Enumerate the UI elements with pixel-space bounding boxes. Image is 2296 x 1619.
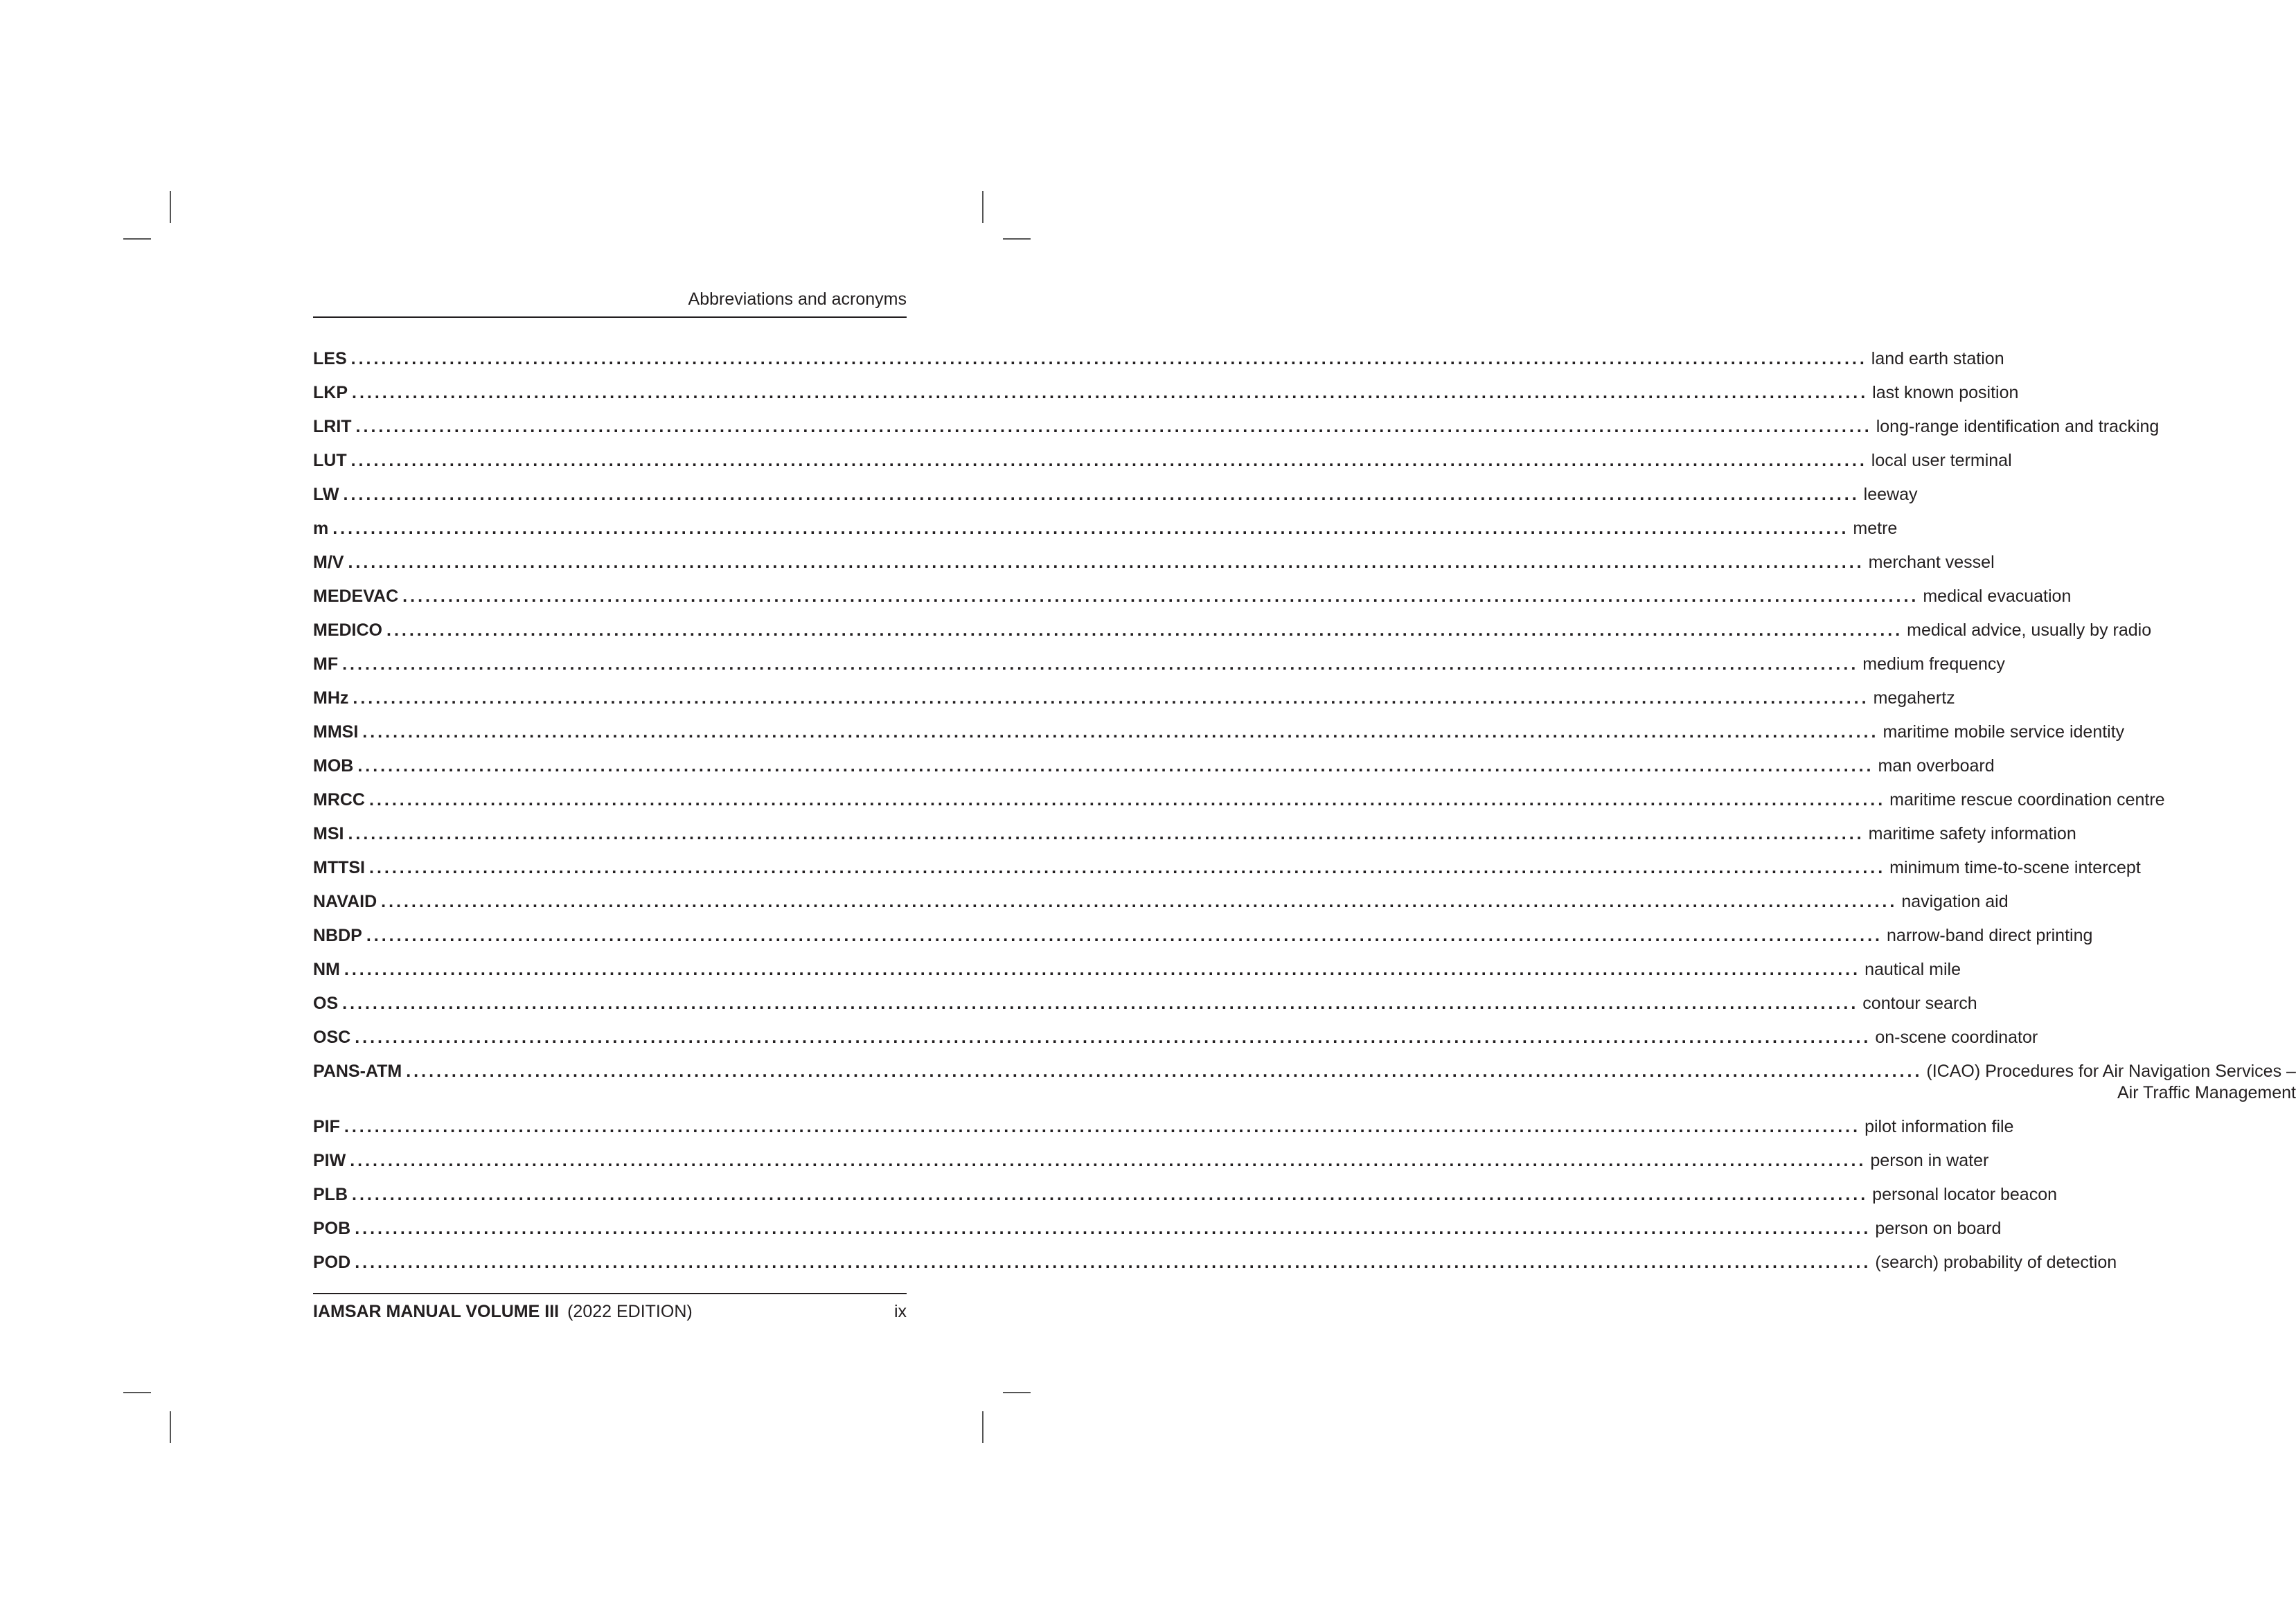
crop-mark-top-left-horizontal bbox=[123, 238, 151, 240]
abbreviation-term: OS bbox=[313, 994, 339, 1013]
dot-leader: ........................................................................................................................................................................................................ bbox=[355, 1253, 1871, 1272]
abbreviation-definition bbox=[1869, 552, 1995, 573]
abbreviation-entry bbox=[313, 722, 2125, 743]
dot-leader: ........................................................................................................................................................................................................ bbox=[355, 417, 1872, 436]
abbreviation-entry bbox=[313, 1061, 2296, 1104]
abbreviation-entry bbox=[313, 1027, 2038, 1048]
page-number: ix bbox=[893, 1302, 907, 1321]
abbreviation-term: MSI bbox=[313, 824, 344, 843]
abbreviation-term: MTTSI bbox=[313, 858, 365, 877]
abbreviation-entry bbox=[313, 1252, 2117, 1273]
crop-mark-top-right-vertical bbox=[982, 191, 984, 223]
crop-mark-bottom-right-vertical bbox=[982, 1411, 984, 1443]
abbreviation-entry bbox=[313, 755, 1995, 777]
abbreviation-entry bbox=[313, 857, 2141, 879]
abbreviation-definition bbox=[1878, 755, 1995, 777]
definition-text: (ICAO) Procedures for Air Navigation Services – bbox=[1926, 1062, 2296, 1081]
abbreviation-term: PANS-ATM bbox=[313, 1062, 402, 1081]
abbreviation-definition bbox=[1874, 688, 1955, 709]
definition-text: personal locator beacon bbox=[1872, 1185, 2058, 1204]
abbreviation-definition bbox=[1926, 1061, 2296, 1104]
dot-leader: ........................................................................................................................................................................................................ bbox=[352, 383, 1869, 402]
dot-leader: ........................................................................................................................................................................................................ bbox=[348, 824, 1865, 843]
abbreviation-term: POD bbox=[313, 1253, 351, 1272]
definition-text: megahertz bbox=[1873, 688, 1955, 708]
abbreviation-entry bbox=[313, 1150, 1989, 1172]
abbreviation-entry bbox=[313, 891, 2009, 913]
dot-leader: ........................................................................................................................................................................................................ bbox=[355, 1219, 1871, 1238]
abbreviation-term: LUT bbox=[313, 451, 347, 470]
definition-text: man overboard bbox=[1878, 756, 1995, 776]
abbreviation-definition bbox=[1865, 959, 1961, 981]
dot-leader: ........................................................................................................................................................................................................ bbox=[342, 654, 1859, 674]
definition-text: person on board bbox=[1875, 1219, 2002, 1238]
abbreviation-entry bbox=[313, 620, 2152, 641]
abbreviation-entry bbox=[313, 416, 2160, 438]
abbreviation-term: MEDEVAC bbox=[313, 587, 399, 606]
abbreviation-entry bbox=[313, 586, 2072, 607]
abbreviation-term: MRCC bbox=[313, 790, 365, 810]
definition-text: contour search bbox=[1862, 994, 1977, 1013]
definition-text: last known position bbox=[1872, 383, 2019, 402]
dot-leader: ........................................................................................................................................................................................................ bbox=[362, 722, 1879, 742]
abbreviation-term: MMSI bbox=[313, 722, 359, 742]
abbreviation-definition bbox=[1875, 1252, 2117, 1273]
abbreviation-entry bbox=[313, 382, 2019, 404]
dot-leader: ........................................................................................................................................................................................................ bbox=[343, 485, 1860, 504]
abbreviation-definition bbox=[1862, 654, 2005, 675]
abbreviation-definition bbox=[1872, 1184, 2057, 1206]
dot-leader: ........................................................................................................................................................................................................ bbox=[355, 1028, 1871, 1047]
abbreviation-definition bbox=[1901, 891, 2008, 913]
abbreviation-term: PIW bbox=[313, 1151, 346, 1170]
abbreviation-term: LW bbox=[313, 485, 339, 504]
definition-text: maritime safety information bbox=[1868, 824, 2076, 843]
dot-leader: ........................................................................................................................................................................................................ bbox=[350, 451, 1867, 470]
dot-leader: ........................................................................................................................................................................................................ bbox=[352, 1185, 1869, 1204]
abbreviation-definition bbox=[1907, 620, 2151, 641]
manual-title: IAMSAR MANUAL VOLUME III bbox=[313, 1302, 560, 1321]
definition-text: pilot information file bbox=[1865, 1117, 2014, 1136]
abbreviation-list bbox=[313, 348, 2296, 1286]
dot-leader: ........................................................................................................................................................................................................ bbox=[344, 960, 1861, 979]
abbreviation-entry bbox=[313, 959, 1961, 981]
dot-leader: ........................................................................................................................................................................................................ bbox=[369, 790, 1886, 810]
page-footer bbox=[313, 1302, 907, 1322]
abbreviation-entry bbox=[313, 484, 1918, 506]
dot-leader: ........................................................................................................................................................................................................ bbox=[369, 858, 1886, 877]
definition-text: navigation aid bbox=[1901, 892, 2009, 911]
abbreviation-entry bbox=[313, 823, 2076, 845]
abbreviation-entry bbox=[313, 688, 1955, 709]
abbreviation-entry bbox=[313, 552, 1995, 573]
abbreviation-definition bbox=[1871, 450, 2012, 472]
abbreviation-term: NM bbox=[313, 960, 340, 979]
dot-leader: ........................................................................................................................................................................................................ bbox=[344, 1117, 1861, 1136]
abbreviation-term: POB bbox=[313, 1219, 351, 1238]
abbreviation-entry bbox=[313, 348, 2004, 370]
definition-text: local user terminal bbox=[1871, 451, 2012, 470]
definition-text: (search) probability of detection bbox=[1875, 1253, 2117, 1272]
definition-text: medical evacuation bbox=[1923, 587, 2072, 606]
definition-text: person in water bbox=[1870, 1151, 1989, 1170]
definition-text: on-scene coordinator bbox=[1875, 1028, 2038, 1047]
abbreviation-term: OSC bbox=[313, 1028, 351, 1047]
definition-text: merchant vessel bbox=[1868, 553, 1995, 572]
crop-mark-bottom-left-horizontal bbox=[123, 1392, 151, 1393]
abbreviation-term: NBDP bbox=[313, 926, 362, 945]
abbreviation-entry bbox=[313, 993, 1977, 1014]
abbreviation-entry bbox=[313, 450, 2012, 472]
abbreviation-definition bbox=[1883, 722, 2124, 743]
abbreviation-term: LES bbox=[313, 349, 347, 368]
abbreviation-term: LRIT bbox=[313, 417, 352, 436]
dot-leader: ........................................................................................................................................................................................................ bbox=[350, 1151, 1867, 1170]
dot-leader: ........................................................................................................................................................................................................ bbox=[366, 926, 1883, 945]
abbreviation-definition bbox=[1923, 586, 2071, 607]
dot-leader: ........................................................................................................................................................................................................ bbox=[357, 756, 1874, 776]
crop-mark-top-right-horizontal bbox=[1003, 238, 1031, 240]
dot-leader: ........................................................................................................................................................................................................ bbox=[350, 349, 1867, 368]
abbreviation-definition bbox=[1875, 1027, 2038, 1048]
dot-leader: ........................................................................................................................................................................................................ bbox=[406, 1062, 1923, 1081]
abbreviation-entry bbox=[313, 789, 2165, 811]
definition-text: medical advice, usually by radio bbox=[1907, 620, 2152, 640]
definition-text: nautical mile bbox=[1865, 960, 1961, 979]
abbreviation-entry bbox=[313, 1218, 2002, 1240]
abbreviation-definition bbox=[1870, 1150, 1988, 1172]
crop-mark-bottom-left-vertical bbox=[170, 1411, 171, 1443]
abbreviation-term: MOB bbox=[313, 756, 354, 776]
abbreviation-definition bbox=[1887, 925, 2092, 947]
dot-leader: ........................................................................................................................................................................................................ bbox=[381, 892, 1898, 911]
abbreviation-definition bbox=[1876, 416, 2160, 438]
abbreviation-term: LKP bbox=[313, 383, 348, 402]
running-head: Abbreviations and acronyms bbox=[688, 289, 907, 309]
dot-leader: ........................................................................................................................................................................................................ bbox=[348, 553, 1865, 572]
definition-text: medium frequency bbox=[1862, 654, 2005, 674]
abbreviation-definition bbox=[1865, 1116, 2013, 1138]
dot-leader: ........................................................................................................................................................................................................ bbox=[342, 994, 1859, 1013]
definition-text: maritime mobile service identity bbox=[1883, 722, 2125, 742]
crop-mark-bottom-right-horizontal bbox=[1003, 1392, 1031, 1393]
abbreviation-term: MEDICO bbox=[313, 620, 382, 640]
abbreviation-entry bbox=[313, 925, 2093, 947]
definition-text: narrow-band direct printing bbox=[1887, 926, 2093, 945]
footer-left bbox=[313, 1302, 693, 1322]
abbreviation-definition bbox=[1853, 518, 1897, 539]
abbreviation-definition bbox=[1872, 382, 2018, 404]
header-rule bbox=[313, 316, 907, 318]
dot-leader: ........................................................................................................................................................................................................ bbox=[353, 688, 1869, 708]
abbreviation-term: NAVAID bbox=[313, 892, 377, 911]
definition-text: leeway bbox=[1863, 485, 1918, 504]
definition-text: long-range identification and tracking bbox=[1876, 417, 2160, 436]
abbreviation-term: M/V bbox=[313, 553, 344, 572]
abbreviation-definition bbox=[1869, 823, 2076, 845]
abbreviation-definition bbox=[1862, 993, 1977, 1014]
footer-rule bbox=[313, 1293, 907, 1294]
abbreviation-term: MHz bbox=[313, 688, 349, 708]
abbreviation-entry bbox=[313, 1184, 2058, 1206]
definition-text: land earth station bbox=[1871, 349, 2004, 368]
manual-edition: (2022 EDITION) bbox=[567, 1302, 693, 1321]
abbreviation-entry bbox=[313, 1116, 2014, 1138]
dot-leader: ........................................................................................................................................................................................................ bbox=[386, 620, 1903, 640]
definition-text: maritime rescue coordination centre bbox=[1889, 790, 2165, 810]
dot-leader: ........................................................................................................................................................................................................ bbox=[402, 587, 1919, 606]
dot-leader: ........................................................................................................................................................................................................ bbox=[332, 519, 1849, 538]
abbreviation-definition bbox=[1889, 857, 2141, 879]
abbreviation-term: m bbox=[313, 519, 329, 538]
abbreviation-entry bbox=[313, 654, 2005, 675]
abbreviation-term: PLB bbox=[313, 1185, 348, 1204]
abbreviation-definition bbox=[1864, 484, 1918, 506]
definition-text: metre bbox=[1853, 519, 1898, 538]
abbreviation-term: MF bbox=[313, 654, 339, 674]
definition-text: minimum time-to-scene intercept bbox=[1889, 858, 2141, 877]
abbreviation-definition bbox=[1875, 1218, 2001, 1240]
definition-text-continued: Air Traffic Management bbox=[2117, 1083, 2296, 1102]
abbreviation-definition bbox=[1889, 789, 2164, 811]
abbreviation-term: PIF bbox=[313, 1117, 340, 1136]
abbreviation-definition bbox=[1871, 348, 2004, 370]
abbreviation-entry bbox=[313, 518, 1898, 539]
crop-mark-top-left-vertical bbox=[170, 191, 171, 223]
